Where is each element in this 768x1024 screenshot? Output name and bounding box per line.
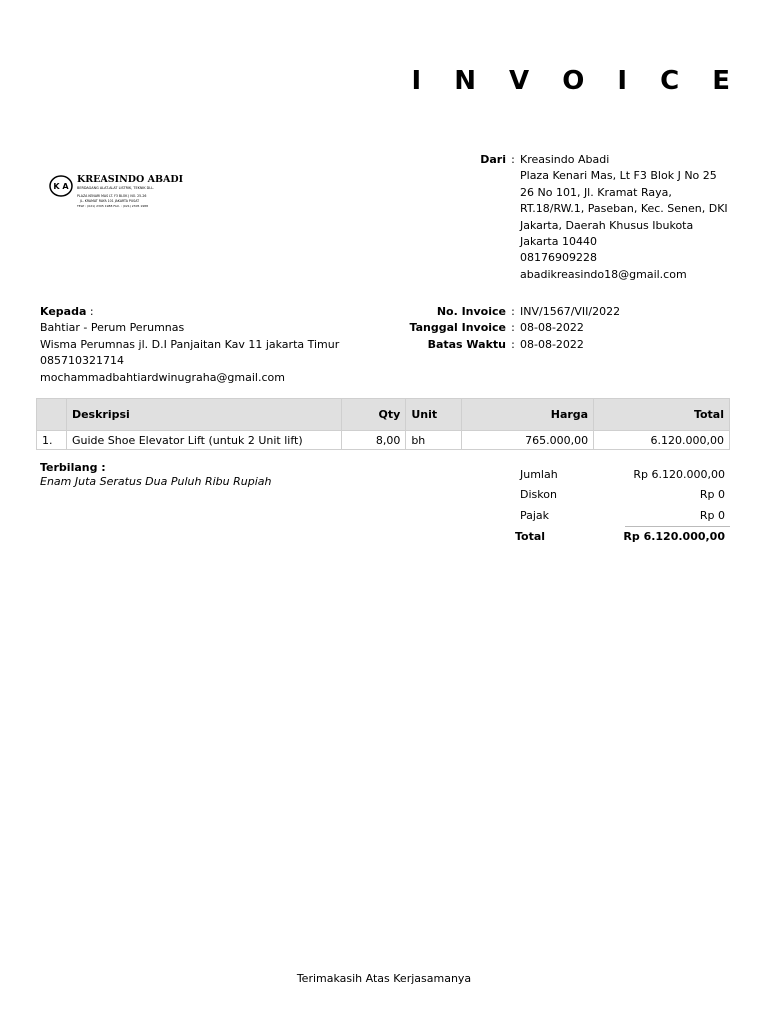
- amount-in-words-label: Terbilang :: [40, 461, 106, 474]
- meta-value-invoice-no: INV/1567/VII/2022: [520, 305, 621, 318]
- meta-label-invoice-date: Tanggal Invoice: [409, 321, 506, 335]
- cell-price: 765.000,00: [462, 431, 594, 450]
- logo-line-1: BERDAGANG ALAT-ALAT LISTRIK, TEKNIK DLL.: [77, 186, 155, 190]
- from-line: Jakarta, Daerah Khusus Ibukota: [520, 218, 694, 232]
- footer-note: Terimakasih Atas Kerjasamanya: [296, 972, 472, 985]
- tax-value: Rp 0: [699, 508, 725, 522]
- from-address: [520, 152, 740, 283]
- tax-row: [515, 505, 730, 526]
- table-row: [37, 431, 730, 450]
- items-table: [36, 398, 730, 450]
- logo-line-2: PLAZA KENARI MAS LT. F3 BLOK J NO. 25-26: [77, 194, 147, 198]
- subtotal-label: Jumlah: [520, 467, 558, 481]
- meta-value-invoice-date: 08-08-2022: [520, 321, 584, 335]
- cell-unit: bh: [406, 431, 462, 450]
- totals-section: [515, 464, 730, 547]
- col-header-qty: Qty: [342, 399, 406, 431]
- grand-total-label: Total: [515, 530, 546, 544]
- from-line: 26 No 101, Jl. Kramat Raya,: [520, 185, 672, 199]
- col-header-description: Deskripsi: [66, 399, 341, 431]
- invoice-title: I N V O I C E: [411, 66, 742, 96]
- subtotal-value: Rp 6.120.000,00: [633, 467, 725, 481]
- cell-description: Guide Shoe Elevator Lift (untuk 2 Unit lift): [66, 431, 341, 450]
- col-header-unit: Unit: [406, 399, 462, 431]
- to-label: Kepada: [40, 305, 87, 318]
- invoice-meta: No. Invoice : INV/1567/VII/2022 Tanggal Invoice : 08-08-2022 Batas Waktu : 08-08-2022: [400, 304, 740, 353]
- from-phone: 08176909228: [520, 251, 597, 265]
- company-logo: [40, 158, 185, 224]
- from-line: Jakarta 10440: [520, 235, 597, 249]
- from-line: RT.18/RW.1, Paseban, Kec. Senen, DKI: [520, 202, 728, 216]
- from-section: Dari : Kreasindo Abadi Plaza Kenari Mas, Lt F3 Blok J No 25 26 No 101, Jl. Kramat Raya, RT.18/RW.1, Paseban, Kec. Senen, DKI Jakarta, Daerah Khusus Ibukota Jakarta 10440 08176909228 abadikreasindo18@gmail.com: [400, 152, 740, 283]
- from-label: Dari: [480, 153, 506, 166]
- cell-no: 1.: [37, 431, 67, 450]
- meta-label-due-date: Batas Waktu: [427, 337, 506, 351]
- meta-label-invoice-no: No. Invoice: [436, 305, 506, 318]
- logo-line-3: JL. KRAMAT RAYA 101 JAKARTA PUSAT: [80, 199, 140, 203]
- discount-value: Rp 0: [699, 488, 725, 502]
- meta-value-due-date: 08-08-2022: [520, 337, 584, 351]
- amount-in-words-text: Enam Juta Seratus Dua Puluh Ribu Rupiah: [40, 475, 272, 488]
- col-header-total: Total: [594, 399, 730, 431]
- from-line: Kreasindo Abadi: [520, 153, 610, 166]
- to-line: Wisma Perumnas jl. D.I Panjaitan Kav 11 jakarta Timur: [40, 337, 340, 351]
- logo-line-4: TELP : (021) 2305 1988 FAX. : (021) 2305 1988: [77, 204, 148, 208]
- cell-total: 6.120.000,00: [594, 431, 730, 450]
- subtotal-row: [515, 464, 730, 485]
- grand-total-row: [515, 526, 730, 548]
- grand-total-value: Rp 6.120.000,00: [623, 530, 725, 544]
- col-header-price: Harga: [462, 399, 594, 431]
- discount-label: Diskon: [520, 488, 557, 502]
- to-phone: 085710321714: [40, 354, 124, 368]
- table-header-row: [37, 399, 730, 431]
- col-header-no: [37, 399, 67, 431]
- amount-in-words: [40, 461, 271, 489]
- logo-initials: K A: [53, 182, 69, 191]
- from-line: Plaza Kenari Mas, Lt F3 Blok J No 25: [520, 169, 717, 183]
- to-email: mochammadbahtiardwinugraha@gmail.com: [40, 370, 285, 384]
- discount-row: [515, 485, 730, 506]
- logo-name: KREASINDO ABADI: [77, 174, 184, 185]
- cell-qty: 8,00: [342, 431, 406, 450]
- from-email: abadikreasindo18@gmail.com: [520, 267, 687, 281]
- tax-label: Pajak: [520, 508, 550, 522]
- to-line: Bahtiar - Perum Perumnas: [40, 321, 185, 335]
- to-section: Kepada : Bahtiar - Perum Perumnas Wisma Perumnas jl. D.I Panjaitan Kav 11 jakarta Timur 085710321714 mochammadbahtiardwinugraha@gmail.com: [40, 304, 360, 386]
